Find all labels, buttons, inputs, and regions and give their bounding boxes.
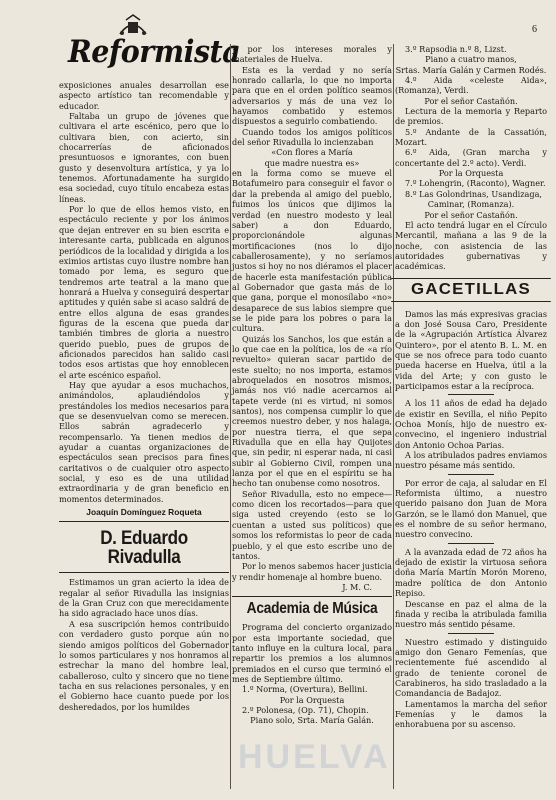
- article-initials: J. M. C.: [342, 581, 372, 592]
- program-item: 6.º Aida, (Gran marcha y concertante del 2.º acto). Verdi.: [395, 147, 547, 168]
- paragraph: A la avanzada edad de 72 años ha dejado de existir la virtuosa señora doña María Martín Morón Moreno, madre política de don Antonio Repiso.: [395, 546, 547, 599]
- masthead-title: Reformista: [68, 34, 241, 70]
- divider: [59, 572, 229, 573]
- masthead: [56, 14, 241, 78]
- paragraph: Cuando todos los amigos políticos del señor Rivadulla lo incienzaban: [232, 126, 392, 148]
- program-performer: Piano a cuatro manos,: [425, 54, 517, 65]
- divider: [232, 596, 392, 597]
- paragraph: A esa suscripción hemos contribuido con verdadero gusto porque aún no siendo amigos políticos del Gobernador lo somos particulares y nos honramos al estrechar la mano del hombre leal, caballeroso, culto y sincero que no tiene tacha en sus relaciones personales, y en el Gobierno hace cuanto puede por los desheredados, por los humildes: [59, 618, 229, 712]
- program-performer: Por el señor Castañón.: [424, 95, 518, 106]
- paragraph: Faltaba un grupo de jóvenes que cultivara el arte escénico, pero que lo cultivara bien, con acierto, sin chocarrerías de aficionados presuntuosos e ignorantes, con buen gusto y desenvoltura artística, y ya lo tenemos. Afortunadamente ha surgido esa sociedad, cuyo título encabeza estas líneas.: [59, 111, 229, 204]
- column-divider: [230, 44, 231, 789]
- section-heading: GACETILLAS: [391, 278, 551, 302]
- paragraph: El acto tendrá lugar en el Círculo Mercantil, mañana a las 9 de la noche, con asistencia de las autoridades gubernativas y académicas.: [395, 219, 547, 272]
- paragraph: Lamentamos la marcha del señor Femenías y le damos la enhorabuena por su ascenso.: [395, 698, 547, 730]
- quote-line: «Con flores a María: [271, 147, 353, 158]
- paragraph: Programa del concierto organizado por esta importante sociedad, que tanto influye en la cultura local, para repartir los premios a los alumnos premiados en el curso que terminó el mes de Septiembre último.: [232, 622, 392, 684]
- program-performer: Srtas. María Galán y Carmen Rodés.: [395, 64, 547, 75]
- page-number: 6: [532, 24, 537, 35]
- paragraph: exposiciones anuales desarrollan ese aspecto artístico tan recomendable y educador.: [59, 80, 229, 111]
- quote-line: que madre nuestra es»: [264, 157, 360, 168]
- library-watermark: HUELVA: [238, 738, 391, 776]
- paragraph: A los atribulados padres enviamos nuestro pésame más sentido.: [395, 450, 547, 471]
- program-item: Lectura de la memoria y Reparto de premios.: [395, 106, 547, 127]
- program-performer: Caminar, (Romanza).: [427, 199, 515, 210]
- paragraph: Hay que ayudar a esos muchachos, animándolos, aplaudiéndolos y prestándoles los medios necesarios para que se desenvuelvan como se merecen. Ellos sabrán agradecerlo y recompensarlo. Ya tienen medios de ayudar a cuantas organizaciones de espectáculos sean precisos para fines caritativos o de cualquier otro aspecto social, y eso es de una utilidad extraordinaria y de gran beneficio en momentos determinados.: [59, 379, 229, 504]
- program-item: 4.º Aida «celeste Aida», (Romanza), Verdi.: [395, 75, 547, 96]
- program-item: 3.º Rapsodia n.º 8, Lizst.: [405, 44, 507, 54]
- divider: [448, 474, 494, 475]
- paragraph: y por los intereses morales y materiales de Huelva.: [232, 44, 392, 65]
- divider: [448, 543, 494, 544]
- paragraph: Quizás los Sanchos, los que están a lo que cae en la política, los de «a río revuelto» quieran sacar partido de este suelto; no nos importa, estamos abroquelados en nosotros mismos, jamás nos vió nadie acercarnos al tapete verde (ni es virtud, ni somos santos), nos compensa cumplir lo que creemos nuestro deber, y nos halaga, por nuestra tierra, el que sepa Rivadulla que en ella hay Quijotes que, sin pedir, ni esperar nada, ni casi subir al Gobierno Civil, rompen una lanza por el que en el espíritu se ha hecho tan onubense como nosotros.: [232, 333, 392, 489]
- program-item: 8.º Las Golondrinas, Usandizaga,: [405, 188, 542, 199]
- program-item: 7.º Lohengrin, (Raconto), Wagner.: [405, 178, 546, 189]
- column-2: [232, 44, 392, 726]
- program-item: 5.º Andante de la Cassatión, Mozart.: [395, 126, 547, 148]
- article-heading: D. Eduardo Rivadulla: [100, 528, 188, 569]
- paragraph: Señor Rivadulla, esto no empece—como dicen los recortados—para que siga usted creyendo (esto se lo cuentan a usted sus políticos) que somos los reformistas lo peor de cada pueblo, y el que esto escribe uno de tantos.: [232, 488, 392, 561]
- divider: [448, 394, 494, 395]
- column-3: [395, 44, 547, 730]
- program-item: 1.º Norma, (Overtura), Bellini.: [242, 684, 368, 695]
- article-signature: Joaquín Domínguez Roqueta: [86, 507, 202, 518]
- column-1: [59, 80, 229, 712]
- paragraph: Esta es la verdad y no sería honrado callarla, lo que no importa para que en el orden político seamos adversarios y más de una vez lo hayamos combatido y estemos dispuestos a seguirlo combatiendo.: [232, 64, 392, 127]
- divider: [448, 633, 494, 634]
- program-item: 2.º Polonesa, (Op. 71), Chopin.: [242, 704, 369, 715]
- paragraph: Descanse en paz el alma de la finada y reciba la atribulada familia nuestro más sentido pésame.: [395, 598, 547, 630]
- paragraph: Por error de caja, al saludar en El Reformista último, a nuestro querido paisano don Juan de Mora Garzón, se le llamó don Manuel, que es el nombre de su señor hermano, nuestro convecino.: [395, 477, 547, 540]
- program-performer: Por la Orquesta: [279, 694, 345, 705]
- program-performer: Piano solo, Srta. María Galán.: [250, 715, 374, 726]
- article-heading: Academia de Música: [246, 600, 378, 618]
- column-divider: [393, 44, 394, 789]
- program-performer: Por la Orquesta: [438, 168, 504, 179]
- paragraph: Estimamos un gran acierto la idea de regalar al señor Rivadulla las insignias de la Gran Cruz con que merecidamente ha sido agraciado hace unos días.: [59, 577, 229, 619]
- paragraph: en la forma como se mueve el Botafumeiro para conseguir el favor o dar la prebenda al amigo del pueblo, fuimos los únicos que dijimos la verdad (en nuestro modesto y leal saber) a don Eduardo, proporcionándole algunas mortificaciones (nos lo dijo caballerosamente), y no seríamos justos si hoy no nos diéramos el placer de hacerle esta manifestación pública al Gobernador que gasta más de lo que gana, porque el monosílabo «no» desaparece de sus labios siempre que se le pide para los pobres o para la cultura.: [232, 168, 392, 334]
- paragraph: Damos las más expresivas gracias a don José Sousa Caro, Presidente de la «Agrupación Artística Álvarez Quintero», por el atento B. L. M. en que se nos ofrece para todo cuanto pueda hacerse en Huelva, útil a la vida del Arte; y con gusto le participamos estar a la recíproca.: [395, 308, 547, 391]
- paragraph: Nuestro estimado y distinguido amigo don Genaro Femenías, que recientemente fué ascendido al grado de teniente coronel de Carabineros, ha sido trasladado a la Comandancia de Badajoz.: [395, 636, 547, 699]
- paragraph: A los 11 años de edad ha dejado de existir en Sevilla, el niño Pepito Ochoa Monís, hijo de nuestro ex-convecino, el ingeniero industrial don Antonio Ochoa Parias.: [395, 398, 547, 450]
- paragraph: Por lo menos sabemos hacer justicia y rendir homenaje al hombre bueno.: [232, 561, 393, 582]
- program-performer: Por el señor Castañón.: [424, 209, 518, 220]
- divider: [59, 521, 229, 522]
- paragraph: Por lo que de ellos hemos visto, en espectáculo reciente y por los ánimos que dejan entrever en su bien escrita e interesante carta, publicada en algunos periódicos de la localidad y dirigida a los eximios artistas cuyo ilustre nombre han tomado por lema, es seguro que tendremos arte teatral a la mano que honrará a Huelva y conseguirá despertar aptitudes y quién sabe si acaso saldrá de entre ellos alguna de esas grandes figuras de la escena que pueda dar también timbres de gloria a nuestro querido pueblo, pues de grupos de aficionados parecidos han salido casi todos esos artistas que hoy ennoblecen el arte escénico español.: [59, 204, 229, 380]
